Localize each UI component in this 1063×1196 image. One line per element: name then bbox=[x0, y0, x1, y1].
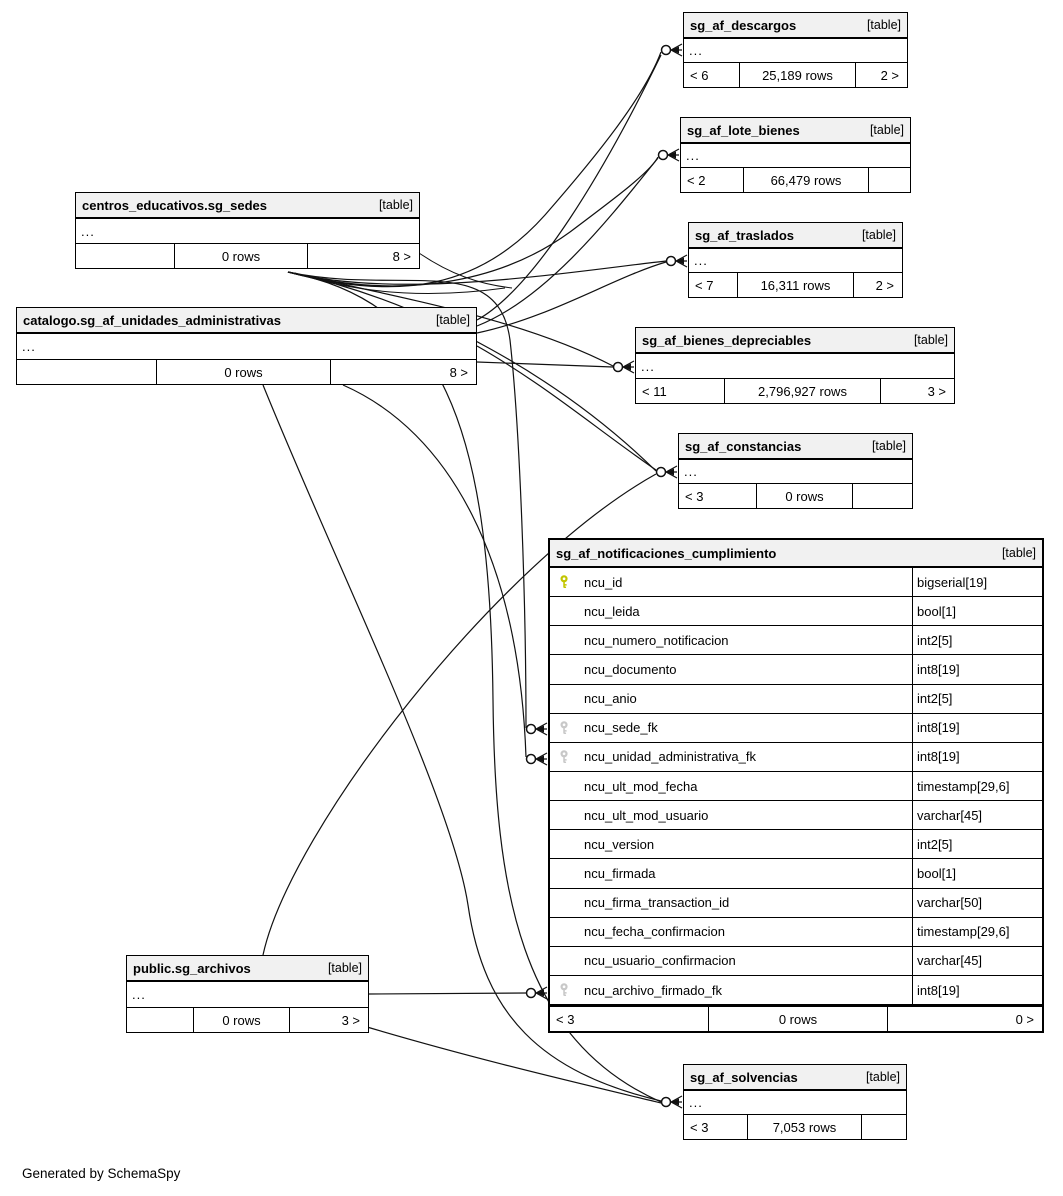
rows-count: 25,189 rows bbox=[739, 63, 855, 87]
column-name: ncu_numero_notificacion bbox=[584, 632, 729, 648]
table-type-label: [table] bbox=[1001, 546, 1036, 560]
table-header[interactable] bbox=[689, 223, 902, 249]
table-header[interactable] bbox=[684, 1065, 906, 1091]
table-sg-af-solvencias[interactable] bbox=[683, 1064, 907, 1140]
children-count: 8 > bbox=[330, 360, 476, 384]
table-sg-af-traslados[interactable] bbox=[688, 222, 903, 298]
parents-count: < 6 bbox=[690, 67, 709, 83]
collapsed-columns-row bbox=[684, 39, 907, 63]
ellipsis-text: ... bbox=[641, 358, 655, 374]
column-name: ncu_documento bbox=[584, 661, 677, 677]
table-sg-af-notificaciones-cumplimiento[interactable] bbox=[548, 538, 1044, 1033]
table-footer bbox=[679, 484, 912, 508]
ellipsis-text: ... bbox=[689, 43, 703, 58]
children-count: 0 > bbox=[887, 1007, 1042, 1031]
table-header[interactable] bbox=[76, 193, 419, 219]
column-row-ncu-documento bbox=[550, 655, 1042, 684]
column-row-ncu-ult-mod-usuario bbox=[550, 801, 1042, 830]
collapsed-columns-row bbox=[76, 219, 419, 244]
table-name: sg_af_solvencias bbox=[690, 1069, 798, 1085]
column-type: int8[19] bbox=[912, 714, 1042, 742]
children-count bbox=[861, 1115, 906, 1139]
column-type: bool[1] bbox=[912, 597, 1042, 625]
column-name: ncu_usuario_confirmacion bbox=[584, 953, 736, 969]
table-centros-educativos-sg-sedes[interactable] bbox=[75, 192, 420, 269]
fk-endpoint-bienes-depreciables bbox=[614, 361, 635, 373]
foreign-key-icon bbox=[550, 714, 584, 742]
column-row-ncu-firmada bbox=[550, 859, 1042, 888]
parents-count: < 7 bbox=[695, 277, 714, 293]
ellipsis-text: ... bbox=[684, 464, 698, 479]
ellipsis-text: ... bbox=[22, 339, 36, 354]
column-name: ncu_firma_transaction_id bbox=[584, 895, 730, 911]
table-footer bbox=[684, 63, 907, 87]
parents-count bbox=[17, 360, 156, 384]
children-count: 8 > bbox=[307, 244, 419, 268]
edge-archivos-solvencias bbox=[357, 1024, 661, 1103]
ellipsis-text: ... bbox=[686, 148, 700, 163]
table-name: sg_af_traslados bbox=[695, 227, 794, 243]
column-type: bigserial[19] bbox=[912, 568, 1042, 596]
column-name: ncu_id bbox=[584, 574, 623, 590]
collapsed-columns-row bbox=[684, 1091, 906, 1115]
column-name: ncu_fecha_confirmacion bbox=[584, 924, 725, 940]
column-type: timestamp[29,6] bbox=[912, 772, 1042, 800]
table-footer bbox=[550, 1005, 1042, 1031]
fk-endpoint-traslados bbox=[667, 255, 688, 267]
fk-endpoint-ncu-sede-fk bbox=[527, 723, 548, 735]
column-row-ncu-firma-transaction-id bbox=[550, 889, 1042, 918]
table-catalogo-sg-af-unidades-administrativas[interactable] bbox=[16, 307, 477, 385]
column-name: ncu_leida bbox=[584, 603, 640, 619]
edge-unidades-ncu-unidad-fk bbox=[343, 385, 526, 757]
column-row-ncu-anio bbox=[550, 685, 1042, 714]
table-footer bbox=[127, 1008, 368, 1032]
column-row-ncu-unidad-administrativa-fk bbox=[550, 743, 1042, 772]
rows-count: 2,796,927 rows bbox=[724, 379, 880, 403]
table-type-label: [table] bbox=[327, 961, 362, 975]
generated-by-note: Generated by SchemaSpy bbox=[22, 1166, 181, 1181]
column-name: ncu_sede_fk bbox=[584, 720, 658, 736]
rows-count: 0 rows bbox=[156, 360, 330, 384]
column-row-ncu-sede-fk bbox=[550, 714, 1042, 743]
table-type-label: [table] bbox=[378, 198, 413, 212]
primary-key-icon bbox=[550, 568, 584, 596]
column-type: varchar[50] bbox=[912, 889, 1042, 917]
table-footer bbox=[681, 168, 910, 192]
column-type: varchar[45] bbox=[912, 801, 1042, 829]
column-type: int8[19] bbox=[912, 743, 1042, 771]
column-row-ncu-id bbox=[550, 568, 1042, 597]
fk-endpoint-ncu-unidad-administrativa-fk bbox=[527, 753, 548, 765]
children-count bbox=[868, 168, 910, 192]
column-row-ncu-leida bbox=[550, 597, 1042, 626]
ellipsis-text: ... bbox=[689, 1095, 703, 1110]
column-type: int8[19] bbox=[912, 976, 1042, 1004]
collapsed-columns-row bbox=[636, 354, 954, 379]
rows-count: 0 rows bbox=[193, 1008, 289, 1032]
ellipsis-text: ... bbox=[81, 223, 95, 239]
column-type: int2[5] bbox=[912, 830, 1042, 858]
children-count: 2 > bbox=[855, 63, 907, 87]
parents-count: < 3 bbox=[556, 1011, 575, 1027]
table-public-sg-archivos[interactable] bbox=[126, 955, 369, 1033]
collapsed-columns-row bbox=[127, 982, 368, 1008]
table-name: sg_af_notificaciones_cumplimiento bbox=[556, 545, 777, 561]
table-type-label: [table] bbox=[869, 123, 904, 137]
table-header[interactable] bbox=[684, 13, 907, 39]
table-header[interactable] bbox=[550, 540, 1042, 568]
fk-endpoint-descargos bbox=[662, 44, 683, 56]
children-count bbox=[852, 484, 912, 508]
column-type: timestamp[29,6] bbox=[912, 918, 1042, 946]
rows-count: 0 rows bbox=[756, 484, 852, 508]
column-name: ncu_archivo_firmado_fk bbox=[584, 982, 723, 998]
column-type: varchar[45] bbox=[912, 947, 1042, 975]
table-header[interactable] bbox=[636, 328, 954, 354]
column-name: ncu_firmada bbox=[584, 865, 656, 881]
column-type: bool[1] bbox=[912, 859, 1042, 887]
table-name: sg_af_descargos bbox=[690, 17, 797, 33]
collapsed-columns-row bbox=[689, 249, 902, 273]
table-footer bbox=[636, 379, 954, 403]
column-type: int8[19] bbox=[912, 655, 1042, 683]
table-sg-af-constancias[interactable] bbox=[678, 433, 913, 509]
rows-count: 7,053 rows bbox=[747, 1115, 861, 1139]
ellipsis-text: ... bbox=[132, 987, 146, 1002]
edge-unidades-lote-bienes bbox=[477, 158, 658, 326]
ellipsis-text: ... bbox=[694, 253, 708, 268]
table-type-label: [table] bbox=[865, 1070, 900, 1084]
table-name: public.sg_archivos bbox=[133, 960, 251, 976]
table-sg-af-descargos[interactable] bbox=[683, 12, 908, 88]
column-name: ncu_version bbox=[584, 836, 655, 852]
parents-count: < 2 bbox=[687, 172, 706, 188]
parents-count: < 3 bbox=[690, 1119, 709, 1135]
edge-archivos-ncu-archivo-fk bbox=[369, 993, 526, 994]
table-sg-af-lote-bienes[interactable] bbox=[680, 117, 911, 193]
table-name: sg_af_constancias bbox=[685, 438, 802, 454]
fk-endpoint-ncu-archivo-firmado-fk bbox=[527, 987, 548, 999]
table-header[interactable] bbox=[679, 434, 912, 460]
column-row-ncu-archivo-firmado-fk bbox=[550, 976, 1042, 1005]
table-footer bbox=[689, 273, 902, 297]
fk-endpoint-constancias bbox=[657, 466, 678, 478]
column-row-ncu-fecha-confirmacion bbox=[550, 918, 1042, 947]
table-name: sg_af_lote_bienes bbox=[687, 122, 800, 138]
rows-count: 66,479 rows bbox=[743, 168, 868, 192]
table-type-label: [table] bbox=[871, 439, 906, 453]
parents-count: < 11 bbox=[642, 383, 667, 399]
table-type-label: [table] bbox=[866, 18, 901, 32]
parents-count: < 3 bbox=[685, 488, 704, 504]
foreign-key-icon bbox=[550, 976, 584, 1004]
table-footer bbox=[76, 244, 419, 268]
table-header[interactable] bbox=[127, 956, 368, 982]
table-header[interactable] bbox=[17, 308, 476, 334]
column-name: ncu_ult_mod_usuario bbox=[584, 807, 709, 823]
parents-count bbox=[127, 1008, 193, 1032]
table-header[interactable] bbox=[681, 118, 910, 144]
table-footer bbox=[684, 1115, 906, 1139]
parents-count bbox=[76, 244, 174, 268]
children-count: 3 > bbox=[880, 379, 954, 403]
table-type-label: [table] bbox=[435, 313, 470, 327]
rows-count: 0 rows bbox=[174, 244, 307, 268]
table-footer bbox=[17, 360, 476, 384]
rows-count: 0 rows bbox=[708, 1007, 887, 1031]
column-row-ncu-version bbox=[550, 830, 1042, 859]
fk-endpoint-solvencias bbox=[662, 1096, 683, 1108]
collapsed-columns-row bbox=[679, 460, 912, 484]
fk-endpoint-lote-bienes bbox=[659, 149, 680, 161]
column-name: ncu_anio bbox=[584, 691, 637, 707]
table-type-label: [table] bbox=[861, 228, 896, 242]
children-count: 2 > bbox=[853, 273, 902, 297]
column-name: ncu_ult_mod_fecha bbox=[584, 778, 698, 794]
table-type-label: [table] bbox=[913, 333, 948, 347]
table-name: sg_af_bienes_depreciables bbox=[642, 332, 812, 348]
column-row-ncu-usuario-confirmacion bbox=[550, 947, 1042, 976]
column-name: ncu_unidad_administrativa_fk bbox=[584, 749, 756, 765]
column-row-ncu-ult-mod-fecha bbox=[550, 772, 1042, 801]
rows-count: 16,311 rows bbox=[737, 273, 853, 297]
column-type: int2[5] bbox=[912, 685, 1042, 713]
foreign-key-icon bbox=[550, 743, 584, 771]
collapsed-columns-row bbox=[681, 144, 910, 168]
table-sg-af-bienes-depreciables[interactable] bbox=[635, 327, 955, 404]
column-row-ncu-numero-notificacion bbox=[550, 626, 1042, 655]
table-name: catalogo.sg_af_unidades_administrativas bbox=[23, 312, 281, 328]
collapsed-columns-row bbox=[17, 334, 476, 360]
children-count: 3 > bbox=[289, 1008, 368, 1032]
table-name: centros_educativos.sg_sedes bbox=[82, 197, 267, 213]
column-type: int2[5] bbox=[912, 626, 1042, 654]
edge-unidades-bienes-depreciables bbox=[477, 362, 613, 367]
